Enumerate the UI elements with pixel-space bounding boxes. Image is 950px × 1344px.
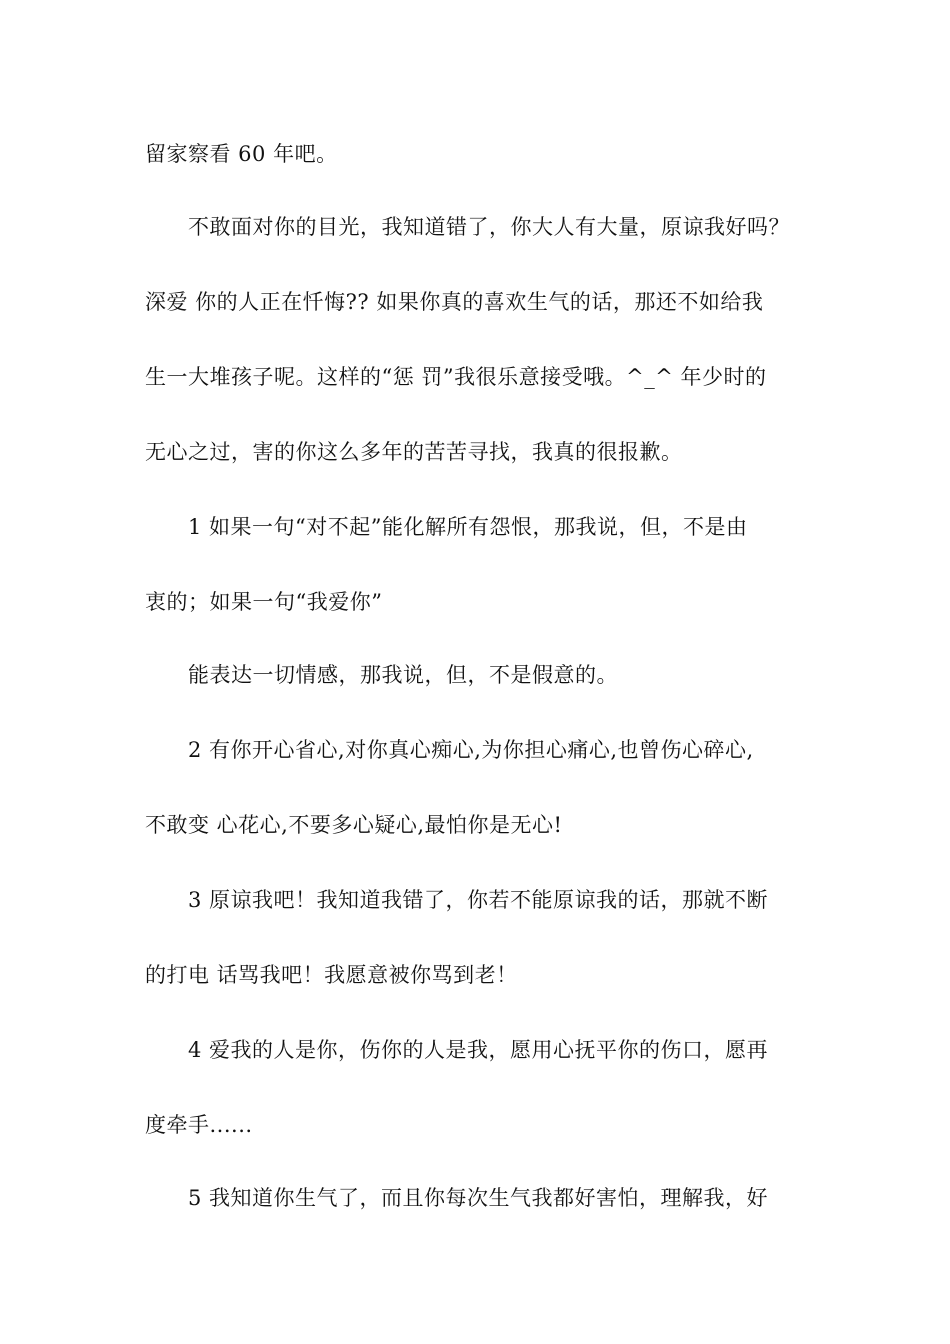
text-line-12: 的打电 话骂我吧！我愿意被你骂到老！ [145,963,518,987]
text-line-14: 度牵手...... [145,1113,253,1137]
text-line-9: 2 有你开心省心,对你真心痴心,为你担心痛心,也曾伤心碎心, [188,738,754,762]
text-line-3: 深爱 你的人正在忏悔?? 如果你真的喜欢生气的话，那还不如给我 [145,290,764,314]
text-line-2: 不敢面对你的目光，我知道错了，你大人有大量，原谅我好吗？ [188,215,790,239]
text-line-7: 衷的；如果一句“我爱你” [145,590,383,614]
text-line-4: 生一大堆孩子呢。这样的“惩 罚”我很乐意接受哦。^_^ 年少时的 [145,365,767,389]
text-line-8: 能表达一切情感，那我说，但，不是假意的。 [188,663,618,687]
text-line-15: 5 我知道你生气了，而且你每次生气我都好害怕，理解我，好 [188,1186,769,1210]
text-line-6: 1 如果一句“对不起”能化解所有怨恨，那我说，但，不是由 [188,515,748,539]
text-line-5: 无心之过，害的你这么多年的苦苦寻找，我真的很报歉。 [145,440,683,464]
text-line-13: 4 爱我的人是你，伤你的人是我，愿用心抚平你的伤口，愿再 [188,1038,769,1062]
text-line-11: 3 原谅我吧！我知道我错了，你若不能原谅我的话，那就不断 [188,888,769,912]
text-line-10: 不敢变 心花心,不要多心疑心,最怕你是无心! [145,813,563,837]
text-line-1: 留家察看 60 年吧。 [145,142,338,166]
